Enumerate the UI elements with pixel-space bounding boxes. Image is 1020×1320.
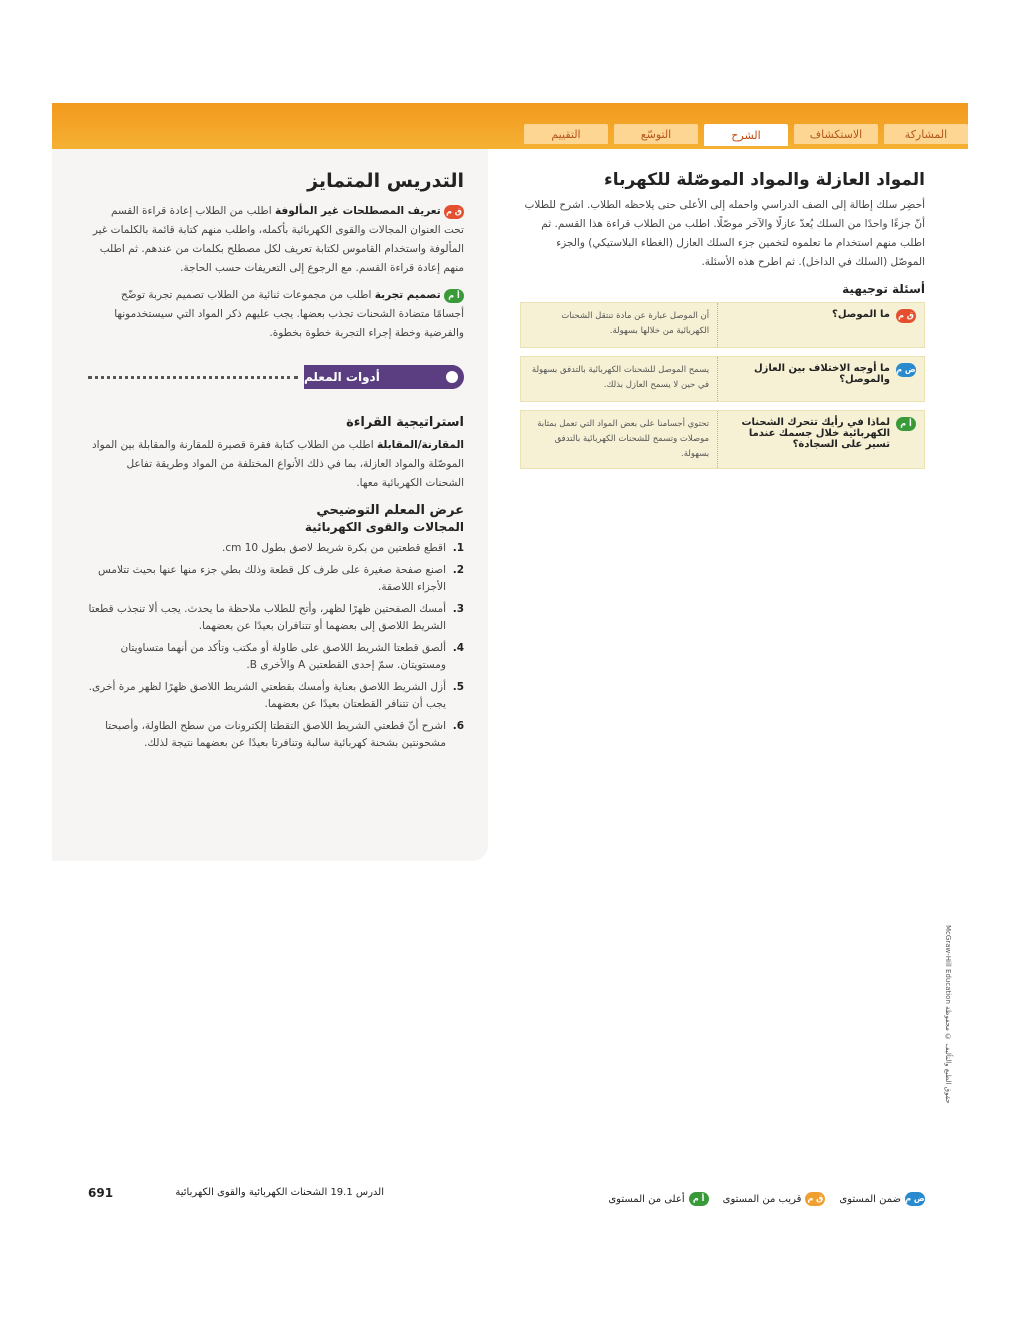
differentiation-paragraph-2: أ م تصميم تجربة اطلب من مجموعات ثنائية من الطلاب تصميم تجربة توضّح أجسامًا متضادة الشحنات تجذب بعضها. يجب عليهم ذكر المواد التي سيستخدمونها والفرضية وخطة إجراء التجربة خطوة بخطوة. (114, 289, 464, 339)
teacher-tools-banner (88, 365, 464, 389)
section-tabs (470, 124, 968, 144)
differentiation-paragraph-1: ق م تعريف المصطلحات غير المألوفة اطلب من الطلاب إعادة قراءة القسم تحت العنوان المجالات والقوى الكهربائية بأكمله، واطلب منهم كتابة قائمة بالكلمات غير المألوفة واستخدام القاموس لكتابة تعريف لكل مصطلح بكلمات من عندهم. ثم اطلب منهم إعادة قراءة القسم. مع الرجوع إلى التعريفات حسب الحاجة. (92, 205, 464, 274)
reading-strategy-heading: استراتيجية القراءة (346, 415, 464, 430)
differentiated-title: التدريس المتمايز (307, 170, 464, 192)
question-text: ما أوجه الاختلاف بين العازل والموصل؟ (753, 363, 890, 385)
intro-text: أحضِر سلك إطالة إلى الصف الدراسي واحمله إلى الأعلى حتى يلاحظه الطلاب. اشرح للطلاب أنّ جزءًا واحدًا من السلك يُعدّ عازلًا والآخر موصّلًا. اطلب من الطلاب قراءة هذا القسم. ثم اطلب منهم استخدام ما تعلموه لتخمين جزء السلك العازل (الغطاء البلاستيكي) والجزء الموصّل (السلك في الداخل). ثم اطرح هذه الأسئلة. (524, 199, 925, 268)
level-badge: ق م (805, 1192, 825, 1206)
lesson-footer: الدرس 19.1 الشحنات الكهربائية والقوى الكهربائية (175, 1187, 384, 1198)
tab-elaborate[interactable]: التوسّع (614, 124, 698, 144)
question-row (520, 410, 925, 469)
answer-text: تحتوي أجسامنا على بعض المواد التي تعمل بمثابة موصلات وتسمح للشحنات الكهربائية بالتدفق بسهولة. (521, 411, 718, 468)
level-badge: أ م (689, 1192, 709, 1206)
tab-engage[interactable]: المشاركة (884, 124, 968, 144)
level-badge: ق م (444, 205, 464, 219)
level-badge: ض م (896, 363, 916, 377)
answer-text: يسمح الموصل للشحنات الكهربائية بالتدفق بسهولة في حين لا يسمح العازل بذلك. (521, 357, 718, 401)
tab-evaluate[interactable]: التقييم (524, 124, 608, 144)
tab-explain[interactable]: الشرح (704, 124, 788, 146)
dotted-divider (88, 376, 298, 379)
demo-heading: عرض المعلم التوضيحي (316, 503, 464, 518)
list-item: 6. اشرح أنّ قطعتي الشريط اللاصق التقطتا إلكترونات من سطح الطاولة، وأصبحتا مشحونتين بشحنة كهربائية سالبة وتنافرتا بعيدًا عن بعضهما نتيجة لذلك. (105, 720, 464, 749)
left-column (88, 170, 464, 757)
right-column (520, 170, 925, 477)
teacher-tools-label: أدوات المعلم (304, 365, 454, 389)
tab-explore[interactable]: الاستكشاف (794, 124, 878, 144)
para-lead: تصميم تجربة (374, 289, 441, 301)
list-item: 2. اصنع صفحة صغيرة على طرف كل قطعة وذلك بطي جزء منها عنها بحيث تتلامس الأجزاء اللاصقة. (97, 564, 464, 593)
guiding-questions-heading: أسئلة توجيهية (842, 282, 925, 296)
question-row (520, 356, 925, 402)
hexagon-icon (440, 365, 464, 389)
question-row (520, 302, 925, 348)
list-item: 5. أزل الشريط اللاصق بعناية وأمسك بقطعتي الشريط اللاصق ظهرًا لظهر مرة أخرى. يجب أن تتنافر القطعتان بعيدًا عن بعضهما. (88, 681, 464, 710)
level-legend: ض م ضمن المستوى ق م قريب من المستوى أ م أعلى من المستوى (608, 1193, 925, 1205)
question-text: لماذا في رأيك تتحرك الشحنات الكهربائية خلال جسمك عندما تسير على السجادة؟ (741, 417, 890, 450)
list-item: 3. أمسك الصفحتين ظهرًا لظهر، وأتح للطلاب ملاحظة ما يحدث. يجب ألا تنجذب قطعتا الشريط اللاصق إلى بعضهما أو تتنافران بعيدًا عن بعضهما. (88, 603, 464, 632)
level-badge: أ م (896, 417, 916, 431)
para-lead: تعريف المصطلحات غير المألوفة (275, 205, 441, 217)
demo-steps (88, 540, 464, 752)
question-text: ما الموصل؟ (832, 309, 890, 320)
questions-table (520, 302, 925, 469)
list-item: 1. اقطع قطعتين من بكرة شريط لاصق بطول 10 cm. (222, 542, 464, 554)
level-badge: أ م (444, 289, 464, 303)
level-badge: ق م (896, 309, 916, 323)
reading-strategy-text: المقارنة/المقابلة اطلب من الطلاب كتابة فقرة قصيرة للمقارنة والمقابلة بين المواد الموصّلة والمواد العازلة، بما في ذلك الأنواع المختلفة من المواد وطريقة تفاعل الشحنات الكهربائية معها. (92, 439, 464, 489)
page-number: 691 (88, 1186, 114, 1200)
demo-subheading: المجالات والقوى الكهربائية (304, 520, 464, 534)
section-title: المواد العازلة والمواد الموصّلة للكهرباء (604, 170, 925, 190)
level-badge: ض م (905, 1192, 925, 1206)
copyright-vertical: McGraw-Hill Education حقوق الطبع والتأليف © محفوظة (944, 925, 952, 1104)
answer-text: أن الموصل عبارة عن مادة تنتقل الشحنات الكهربائية من خلالها بسهولة. (521, 303, 718, 347)
list-item: 4. ألصق قطعتا الشريط اللاصق على طاولة أو مكتب وتأكد من أنهما متساويتان ومستويتان. سمّ إحدى القطعتين A والأخرى B. (120, 642, 464, 671)
